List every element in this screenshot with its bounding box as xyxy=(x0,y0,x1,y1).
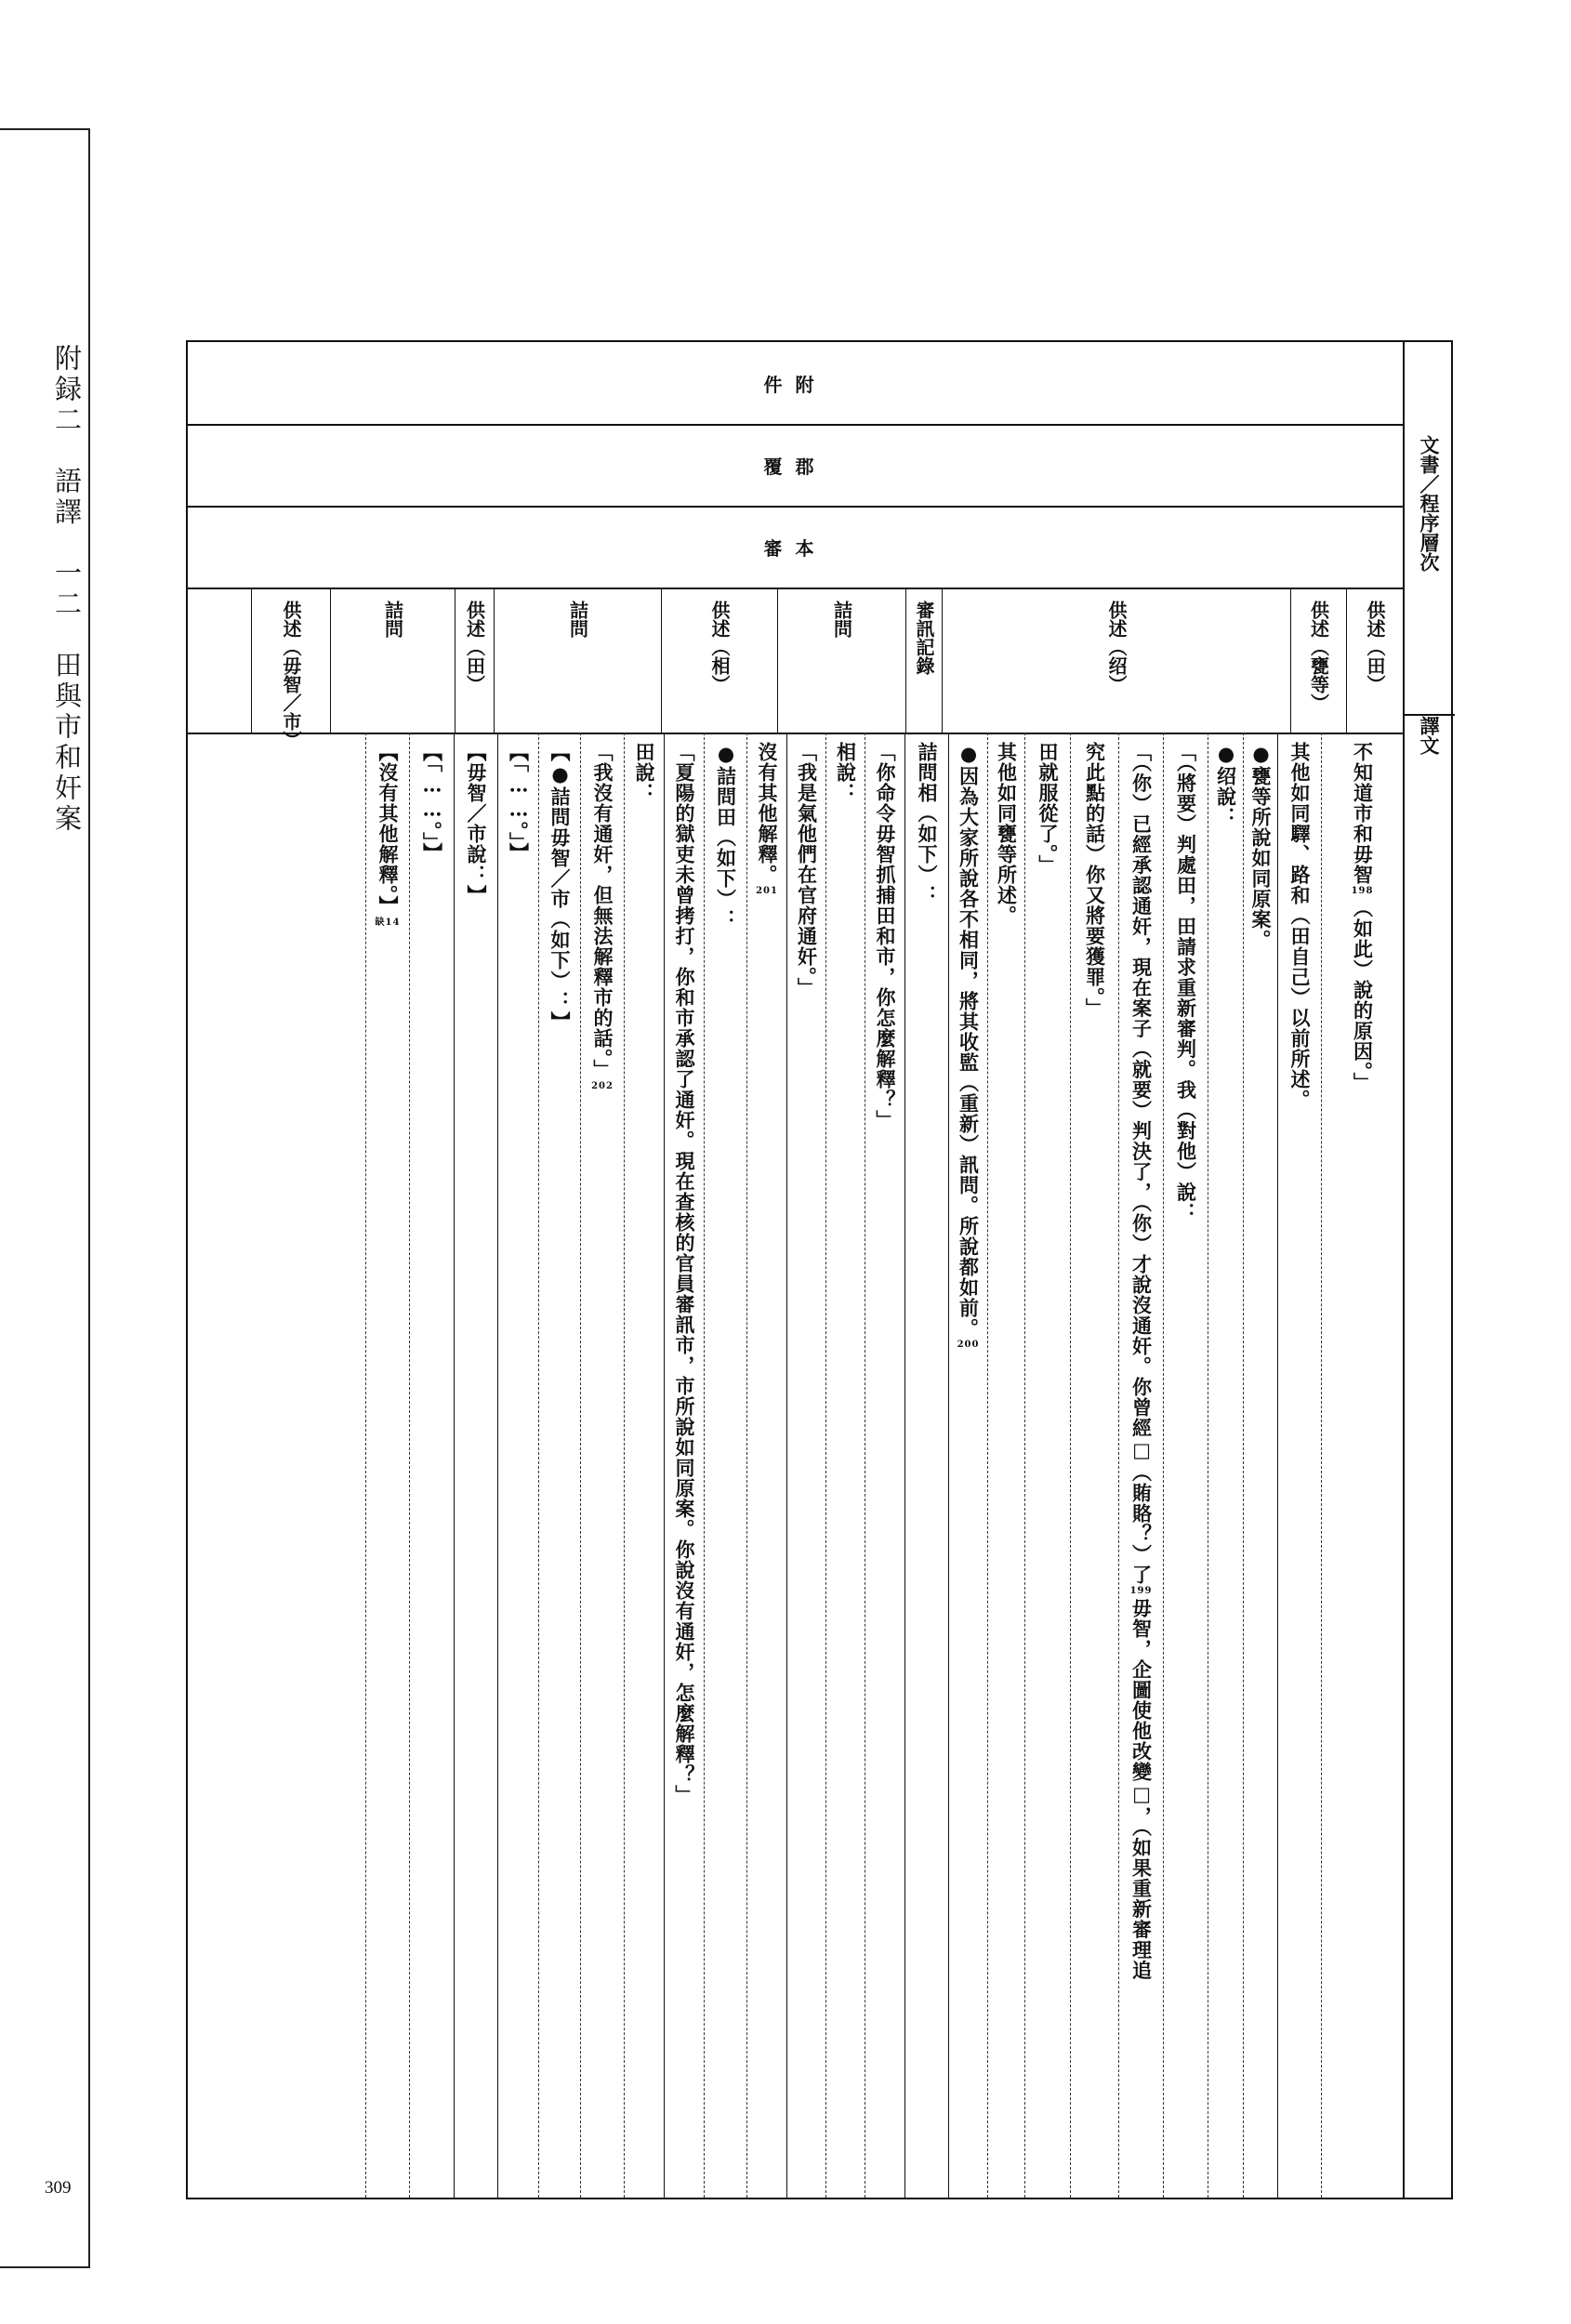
line-main-text: 「（你）已經承認通奸，現在案子（就要）判決了，（你）才說沒通奸。你曾經□（賄賂？）了 xyxy=(1129,742,1154,1585)
text-line xyxy=(904,733,948,2198)
line-main-text: 【「……。」】 xyxy=(420,742,444,864)
line-text xyxy=(835,742,857,803)
text-line xyxy=(825,733,865,2198)
line-main-text: 「我是氣他們在官府通奸。」 xyxy=(795,742,819,998)
line-main-text: 不知道市和毋智 xyxy=(1351,742,1375,885)
text-line xyxy=(454,733,497,2198)
stage-label: 審訊記錄 xyxy=(913,601,935,675)
line-main-text: 【●詰問毋智／市（如下）：】 xyxy=(548,742,572,1032)
line-main-text: ●甕等所說如同原案。 xyxy=(1249,742,1273,950)
text-line xyxy=(365,733,409,2198)
header-row-shenben: 審本 xyxy=(188,506,1403,589)
line-main-text: 【毋智／市說：】 xyxy=(465,742,488,905)
text-line xyxy=(948,733,987,2198)
line-main-text: 田就服從了。」 xyxy=(1036,742,1060,876)
line-text xyxy=(957,742,980,1352)
text-line xyxy=(1208,733,1243,2198)
line-text xyxy=(508,742,530,864)
line-text xyxy=(1215,742,1237,827)
text-line xyxy=(580,733,624,2198)
stage-label: 供述（甕等） xyxy=(1307,601,1330,712)
header-column xyxy=(1403,342,1455,2198)
line-continuation-text: （如此）說的原因。」 xyxy=(1351,898,1375,1093)
line-main-text: 其他如同驛、路和（田自己）以前所述。 xyxy=(1288,742,1312,1110)
translation-label: 譯文 xyxy=(1418,716,1441,755)
page-number: 309 xyxy=(45,2178,72,2198)
stage-cell xyxy=(330,588,455,733)
footnote-marker: 198 xyxy=(1351,886,1374,896)
line-main-text: 【沒有其他解釋。】 xyxy=(376,742,400,917)
translation-text-area xyxy=(188,733,1403,2198)
footnote-marker: 缺14 xyxy=(375,917,401,928)
text-line xyxy=(1243,733,1277,2198)
line-main-text: 「你命令毋智抓捕田和市，你怎麼解釋？」 xyxy=(874,742,897,1130)
line-main-text: 沒有其他解釋。 xyxy=(756,742,779,885)
line-continuation-text: 毋智，企圖使他改變□，（如果重新審理追 xyxy=(1129,1598,1154,1981)
line-main-text: 田說： xyxy=(633,742,656,803)
text-line xyxy=(704,733,746,2198)
stage-label: 供述（田） xyxy=(463,601,486,693)
stage-cell xyxy=(251,588,330,749)
stage-cell xyxy=(777,588,905,733)
line-text xyxy=(421,742,443,864)
text-line xyxy=(624,733,664,2198)
line-main-text: 詰問相（如下）： xyxy=(916,742,939,905)
footnote-marker: 201 xyxy=(756,886,778,896)
line-text xyxy=(548,742,571,1032)
stage-cell xyxy=(1290,588,1346,733)
text-line xyxy=(987,733,1024,2198)
line-text xyxy=(673,742,695,1805)
line-text xyxy=(796,742,818,998)
line-main-text: 「我沒有通奸，但無法解釋市的話。」 xyxy=(591,742,614,1080)
line-main-text: ●因為大家所說各不相同，將其收監（重新）訊問。所說都如前。 xyxy=(957,742,981,1339)
line-text xyxy=(1288,742,1311,1110)
level-label: 文書／程序層次 xyxy=(1418,435,1441,572)
line-text xyxy=(996,742,1018,926)
header-row-fujun: 覆郡 xyxy=(188,424,1403,508)
line-text xyxy=(874,742,896,1130)
text-line xyxy=(786,733,825,2198)
stage-label: 詰問 xyxy=(381,601,404,638)
line-text xyxy=(916,742,938,905)
line-main-text: ●绍說： xyxy=(1214,742,1238,827)
line-text xyxy=(633,742,655,803)
text-line xyxy=(1118,733,1163,2198)
footnote-marker: 199 xyxy=(1129,1586,1153,1596)
text-line xyxy=(1024,733,1070,2198)
running-title: 附録二 語譯 一二 田與市和奸案 xyxy=(51,344,83,835)
text-line xyxy=(664,733,704,2198)
text-line xyxy=(1321,733,1403,2198)
line-main-text: 「夏陽的獄吏未曾拷打，你和市承認了通奸。現在查核的官員審訊市，市所說如同原案。你說沒有通奸，怎麼解釋？」 xyxy=(673,742,696,1805)
header-row-fujian: 件附 xyxy=(188,342,1403,426)
line-text xyxy=(715,742,737,930)
text-line xyxy=(409,733,454,2198)
stage-cell xyxy=(494,588,661,733)
line-main-text: 【「……。」】 xyxy=(507,742,531,864)
line-main-text: 其他如同甕等所述。 xyxy=(995,742,1019,926)
line-text xyxy=(1036,742,1059,876)
text-line xyxy=(497,733,538,2198)
text-line xyxy=(538,733,580,2198)
footnote-marker: 200 xyxy=(957,1340,980,1350)
text-line xyxy=(746,733,786,2198)
level-label-cell xyxy=(1405,342,1455,716)
line-text xyxy=(1352,742,1374,1093)
line-main-text: 相說： xyxy=(834,742,858,803)
footnote-marker: 202 xyxy=(591,1080,614,1091)
line-text xyxy=(591,742,614,1093)
line-text xyxy=(756,742,778,898)
line-text xyxy=(465,742,487,905)
text-line xyxy=(865,733,904,2198)
stage-label: 供述（毋智／市） xyxy=(280,601,302,749)
stage-label: 詰問 xyxy=(566,601,589,638)
stage-cell xyxy=(905,588,942,733)
line-text xyxy=(1249,742,1272,950)
stage-label: 供述（相） xyxy=(708,601,731,693)
line-text xyxy=(1175,742,1197,1223)
stage-label: 供述（田） xyxy=(1364,601,1386,693)
stage-label: 供述（绍） xyxy=(1105,601,1128,693)
text-line xyxy=(1277,733,1321,2198)
text-line xyxy=(1070,733,1118,2198)
stage-cell xyxy=(455,588,494,733)
text-line xyxy=(1163,733,1208,2198)
stage-cell xyxy=(661,588,777,733)
line-main-text: ●詰問田（如下）： xyxy=(714,742,738,930)
line-text xyxy=(376,742,401,930)
line-main-text: 「（將要）判處田，田請求重新審判。我（對他）說： xyxy=(1174,742,1198,1223)
stage-cell xyxy=(1346,588,1403,733)
stage-label: 詰問 xyxy=(830,601,853,638)
line-text xyxy=(1084,742,1106,1019)
stage-cell xyxy=(942,588,1290,733)
translation-table xyxy=(186,340,1453,2199)
line-main-text: 究此點的話）你又將要獲罪。」 xyxy=(1083,742,1107,1019)
line-text xyxy=(1130,742,1153,1981)
stage-row xyxy=(188,588,1403,749)
